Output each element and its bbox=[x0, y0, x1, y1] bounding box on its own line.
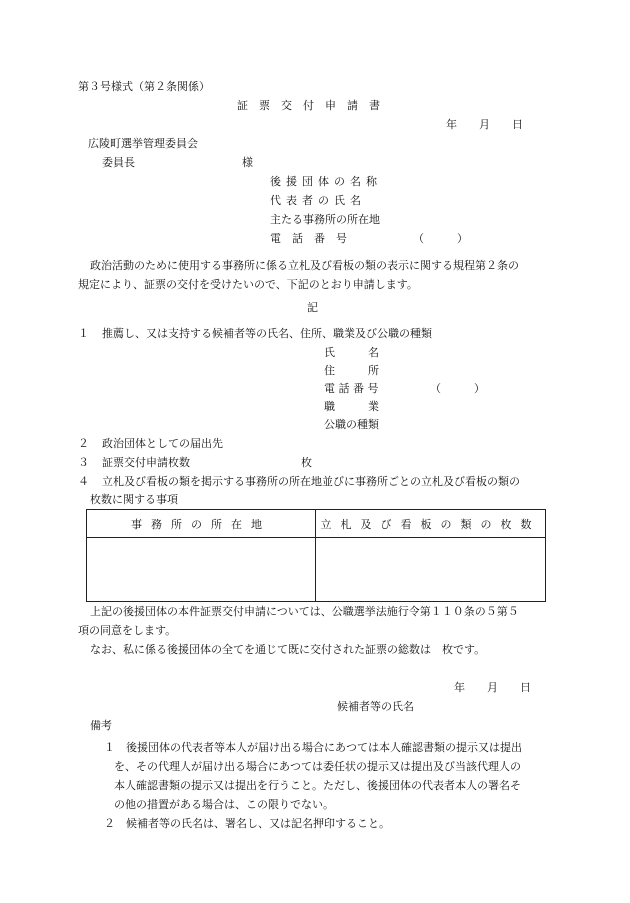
consent-line-3: なお、私に係る後援団体の全てを通じて既に交付された証票の総数は 枚です。 bbox=[90, 643, 486, 656]
item2-text: 政治団体としての届出先 bbox=[102, 437, 223, 450]
item3-text: 証票交付申請枚数 bbox=[102, 456, 190, 469]
item4-text-line2: 枚数に関する事項 bbox=[90, 493, 178, 506]
item1-number: １ bbox=[78, 327, 89, 340]
office-sign-table bbox=[86, 509, 546, 602]
item1-phone-label: 電 話 番 号 bbox=[324, 382, 379, 395]
remarks-note1-number: １ bbox=[104, 741, 115, 754]
remarks-note2: 候補者等の氏名は、署名し、又は記名押印すること。 bbox=[126, 817, 390, 830]
item3-unit: 枚 bbox=[301, 456, 312, 469]
remarks-note1-line3: 本人確認書類の提示又は提出を行うこと。ただし、後援団体の代表者本人の署名そ bbox=[114, 779, 521, 792]
table-header-count: 立札及び看板の類の枚数 bbox=[316, 510, 546, 538]
phone-paren: （ ） bbox=[413, 232, 468, 245]
item1-phone-paren: （ ） bbox=[430, 382, 485, 395]
office-address-label: 主たる事務所の所在地 bbox=[270, 213, 380, 226]
remarks-note1-line2: を、その代理人が届け出る場合にあつては委任状の提示又は提出及び当該代理人の bbox=[114, 760, 521, 773]
phone-label: 電 話 番 号 bbox=[270, 232, 347, 245]
table-header-location: 事務所の所在地 bbox=[87, 510, 316, 538]
table-cell-location[interactable] bbox=[87, 538, 316, 602]
item1-job-label: 職 業 bbox=[324, 400, 379, 413]
item1-name-label: 氏 名 bbox=[324, 346, 379, 359]
page-title: 証 票 交 付 申 請 書 bbox=[237, 99, 380, 112]
intro-line-2: 規定により、証票の交付を受けたいので、下記のとおり申請します。 bbox=[78, 278, 418, 291]
rep-name-label: 代表者の氏名 bbox=[270, 194, 366, 207]
item4-number: ４ bbox=[78, 475, 89, 488]
ki-heading: 記 bbox=[307, 301, 318, 314]
item2-number: ２ bbox=[78, 437, 89, 450]
consent-line-1: 上記の後援団体の本件証票交付申請については、公職選挙法施行令第１１０条の５第５ bbox=[90, 605, 519, 618]
item4-text-line1: 立札及び看板の類を掲示する事務所の所在地並びに事務所ごとの立札及び看板の類の bbox=[102, 475, 520, 488]
consent-line-2: 項の同意をします。 bbox=[78, 624, 177, 637]
remarks-note2-number: ２ bbox=[104, 817, 115, 830]
addressee-person: 委員長 bbox=[102, 156, 135, 169]
remarks-note1-line4: の他の措置がある場合は、この限りでない。 bbox=[114, 798, 334, 811]
org-name-label: 後援団体の名称 bbox=[270, 175, 382, 188]
item1-office-type-label: 公職の種類 bbox=[324, 418, 379, 431]
item3-number: ３ bbox=[78, 456, 89, 469]
table-cell-count[interactable] bbox=[316, 538, 546, 602]
date-bottom: 年 月 日 bbox=[454, 681, 531, 694]
addressee-org: 広陵町選挙管理委員会 bbox=[88, 137, 198, 150]
item1-text: 推薦し、又は支持する候補者等の氏名、住所、職業及び公職の種類 bbox=[102, 327, 432, 340]
intro-line-1: 政治活動のために使用する事務所に係る立札及び看板の類の表示に関する規程第２条の bbox=[90, 259, 519, 272]
remarks-title: 備考 bbox=[90, 719, 112, 732]
date-top: 年 月 日 bbox=[446, 118, 523, 131]
item1-address-label: 住 所 bbox=[324, 364, 379, 377]
candidate-name-label: 候補者等の氏名 bbox=[337, 700, 414, 713]
remarks-note1-line1: 後援団体の代表者等本人が届け出る場合にあつては本人確認書類の提示又は提出 bbox=[126, 741, 522, 754]
form-number: 第３号様式（第２条関係） bbox=[78, 80, 210, 93]
honorific: 様 bbox=[242, 156, 253, 169]
